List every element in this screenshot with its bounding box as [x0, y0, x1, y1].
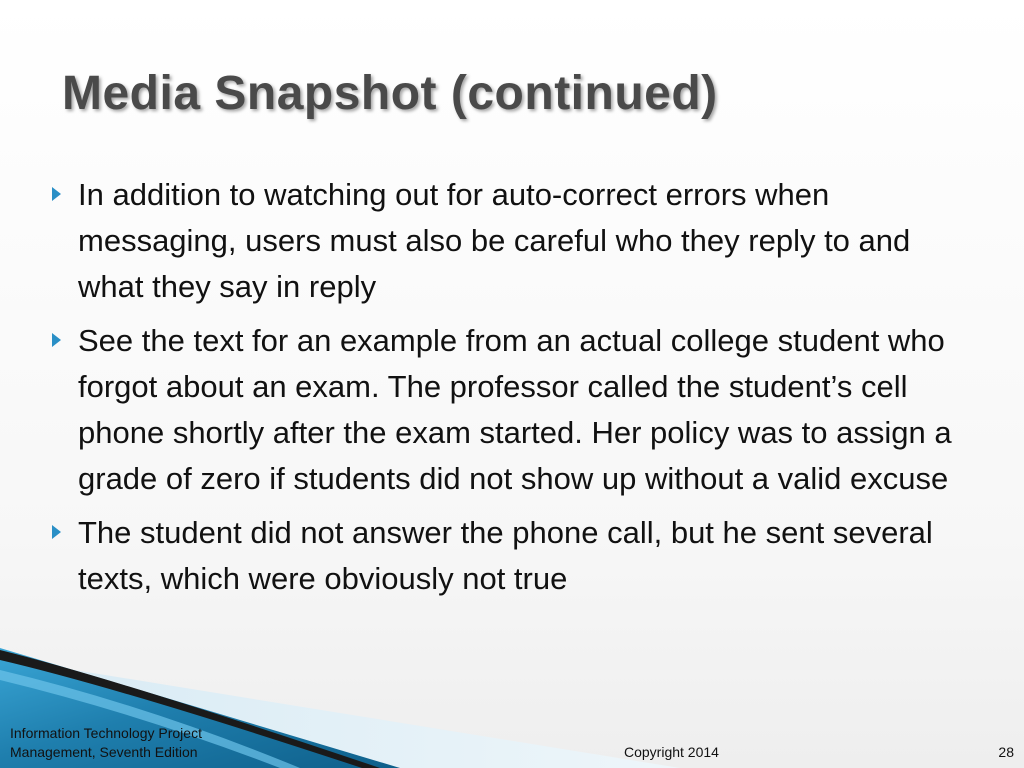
footer-book-title [10, 724, 202, 762]
bullet-item [48, 172, 978, 310]
footer-book-title-line1: Information Technology Project [10, 725, 202, 741]
bullet-item [48, 318, 978, 502]
footer-copyright: Copyright 2014 [624, 744, 719, 760]
footer-book-title-line2: Management, Seventh Edition [10, 744, 198, 760]
bullet-list [48, 172, 978, 610]
bullet-item [48, 510, 978, 602]
bullet-text: In addition to watching out for auto-correct errors when messaging, users must also be careful who they reply to and what they say in reply [78, 177, 911, 304]
bullet-arrow-icon [52, 333, 61, 347]
bullet-arrow-icon [52, 187, 61, 201]
bullet-text: The student did not answer the phone call, but he sent several texts, which were obviously not true [78, 515, 933, 596]
bullet-text: See the text for an example from an actual college student who forgot about an exam. The professor called the student’s cell phone shortly after the exam started. Her policy was to assign a grade of zero if students did not show up without a valid excuse [78, 323, 952, 496]
bullet-arrow-icon [52, 525, 61, 539]
footer-page-number: 28 [998, 744, 1014, 760]
slide-title: Media Snapshot (continued) [62, 67, 718, 120]
